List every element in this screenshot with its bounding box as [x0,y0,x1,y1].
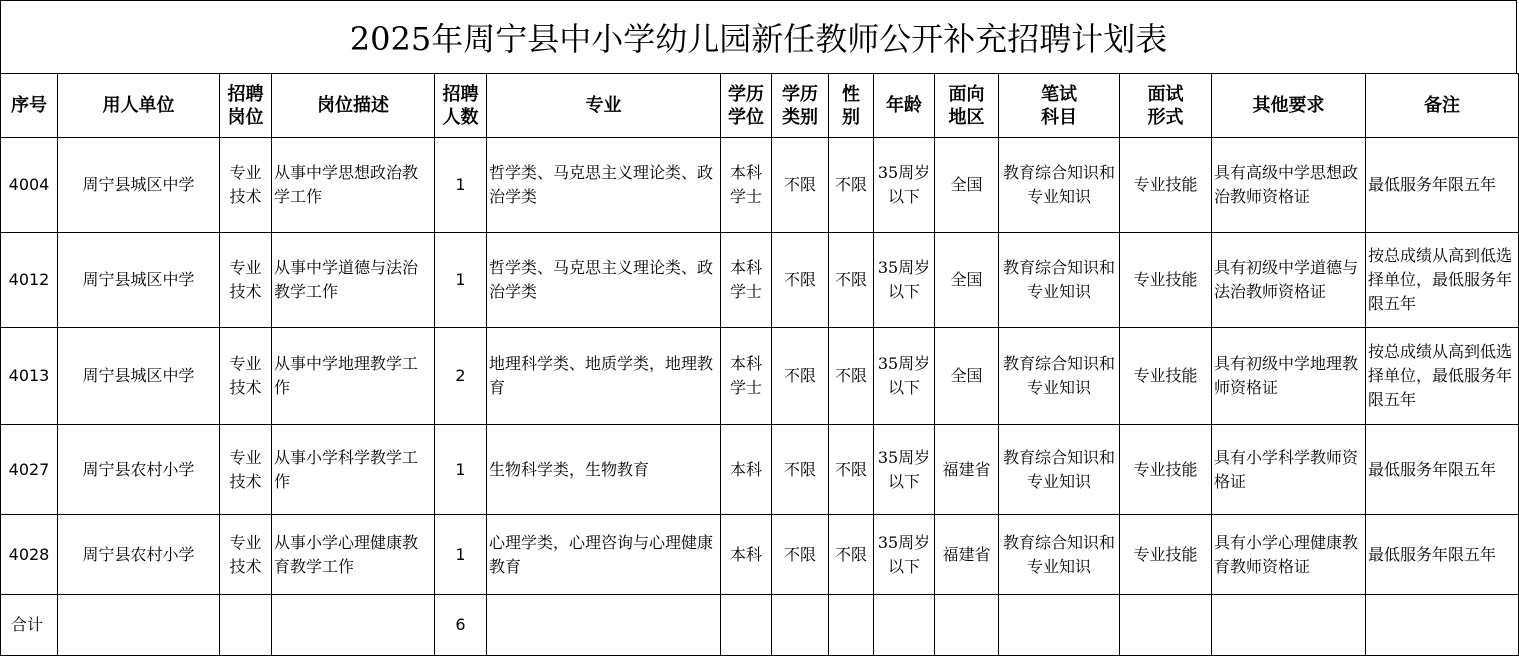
cell-major: 心理学类，心理咨询与心理健康教育 [487,515,721,595]
empty-cell [772,595,829,656]
cell-other: 具有小学心理健康教育教师资格证 [1212,515,1366,595]
empty-cell [874,595,935,656]
header-exam: 笔试 科目 [999,74,1120,138]
cell-post: 专业技术 [220,328,272,425]
cell-other: 具有初级中学道德与法治教师资格证 [1212,233,1366,328]
cell-gender: 不限 [829,515,874,595]
cell-count: 1 [435,138,487,233]
cell-seq: 4012 [1,233,58,328]
cell-interview: 专业技能 [1120,515,1212,595]
total-label: 合计 [1,595,58,656]
total-count: 6 [435,595,487,656]
cell-seq: 4013 [1,328,58,425]
cell-region: 全国 [935,138,999,233]
cell-major: 哲学类、马克思主义理论类、政治学类 [487,233,721,328]
cell-age: 35周岁以下 [874,233,935,328]
cell-unit: 周宁县城区中学 [58,233,220,328]
cell-desc: 从事中学思想政治教学工作 [272,138,435,233]
cell-unit: 周宁县农村小学 [58,515,220,595]
cell-age: 35周岁以下 [874,425,935,515]
cell-exam: 教育综合知识和专业知识 [999,328,1120,425]
empty-cell [1212,595,1366,656]
header-unit: 用人单位 [58,74,220,138]
cell-major: 生物科学类，生物教育 [487,425,721,515]
cell-count: 2 [435,328,487,425]
cell-interview: 专业技能 [1120,328,1212,425]
cell-post: 专业技术 [220,233,272,328]
header-desc: 岗位描述 [272,74,435,138]
table-row [1,233,1519,328]
cell-count: 1 [435,233,487,328]
cell-degree: 本科学士 [721,233,772,328]
cell-remark: 最低服务年限五年 [1366,515,1519,595]
cell-remark: 最低服务年限五年 [1366,138,1519,233]
empty-cell [1366,595,1519,656]
cell-desc: 从事小学心理健康教育教学工作 [272,515,435,595]
cell-gender: 不限 [829,328,874,425]
cell-interview: 专业技能 [1120,138,1212,233]
cell-degree: 本科学士 [721,138,772,233]
header-edutype: 学历 类别 [772,74,829,138]
cell-gender: 不限 [829,233,874,328]
header-row [1,74,1519,138]
header-post: 招聘 岗位 [220,74,272,138]
cell-region: 全国 [935,233,999,328]
cell-desc: 从事中学道德与法治教学工作 [272,233,435,328]
cell-region: 福建省 [935,425,999,515]
table-row [1,515,1519,595]
cell-post: 专业技术 [220,515,272,595]
cell-edutype: 不限 [772,425,829,515]
empty-cell [487,595,721,656]
header-seq: 序号 [1,74,58,138]
cell-interview: 专业技能 [1120,233,1212,328]
cell-remark: 按总成绩从高到低选择单位，最低服务年限五年 [1366,233,1519,328]
cell-remark: 最低服务年限五年 [1366,425,1519,515]
empty-cell [272,595,435,656]
header-gender: 性 别 [829,74,874,138]
table-row [1,425,1519,515]
cell-seq: 4004 [1,138,58,233]
cell-exam: 教育综合知识和专业知识 [999,138,1120,233]
header-age: 年龄 [874,74,935,138]
cell-degree: 本科 [721,515,772,595]
cell-age: 35周岁以下 [874,138,935,233]
cell-gender: 不限 [829,425,874,515]
cell-desc: 从事中学地理教学工作 [272,328,435,425]
cell-major: 哲学类、马克思主义理论类、政治学类 [487,138,721,233]
cell-edutype: 不限 [772,515,829,595]
empty-cell [999,595,1120,656]
table-row [1,138,1519,233]
cell-count: 1 [435,515,487,595]
header-count: 招聘 人数 [435,74,487,138]
cell-desc: 从事小学科学教学工作 [272,425,435,515]
header-other: 其他要求 [1212,74,1366,138]
empty-cell [1120,595,1212,656]
cell-degree: 本科 [721,425,772,515]
cell-region: 全国 [935,328,999,425]
cell-exam: 教育综合知识和专业知识 [999,515,1120,595]
cell-post: 专业技术 [220,138,272,233]
cell-edutype: 不限 [772,328,829,425]
header-interview: 面试 形式 [1120,74,1212,138]
cell-seq: 4028 [1,515,58,595]
cell-gender: 不限 [829,138,874,233]
cell-unit: 周宁县城区中学 [58,328,220,425]
table-row [1,328,1519,425]
cell-other: 具有初级中学地理教师资格证 [1212,328,1366,425]
empty-cell [829,595,874,656]
cell-unit: 周宁县农村小学 [58,425,220,515]
cell-age: 35周岁以下 [874,515,935,595]
cell-seq: 4027 [1,425,58,515]
header-remark: 备注 [1366,74,1519,138]
cell-exam: 教育综合知识和专业知识 [999,425,1120,515]
cell-age: 35周岁以下 [874,328,935,425]
cell-degree: 本科学士 [721,328,772,425]
cell-unit: 周宁县城区中学 [58,138,220,233]
empty-cell [58,595,220,656]
empty-cell [220,595,272,656]
recruitment-plan-table [0,73,1519,656]
cell-exam: 教育综合知识和专业知识 [999,233,1120,328]
cell-edutype: 不限 [772,138,829,233]
cell-region: 福建省 [935,515,999,595]
empty-cell [935,595,999,656]
cell-other: 具有高级中学思想政治教师资格证 [1212,138,1366,233]
cell-interview: 专业技能 [1120,425,1212,515]
total-row [1,595,1519,656]
title-box [0,0,1517,73]
header-region: 面向 地区 [935,74,999,138]
cell-post: 专业技术 [220,425,272,515]
header-degree: 学历 学位 [721,74,772,138]
header-major: 专业 [487,74,721,138]
cell-count: 1 [435,425,487,515]
empty-cell [721,595,772,656]
cell-other: 具有小学科学教师资格证 [1212,425,1366,515]
cell-edutype: 不限 [772,233,829,328]
cell-major: 地理科学类、地质学类，地理教育 [487,328,721,425]
cell-remark: 按总成绩从高到低选择单位，最低服务年限五年 [1366,328,1519,425]
page-title: 2025年周宁县中小学幼儿园新任教师公开补充招聘计划表 [349,20,1168,58]
